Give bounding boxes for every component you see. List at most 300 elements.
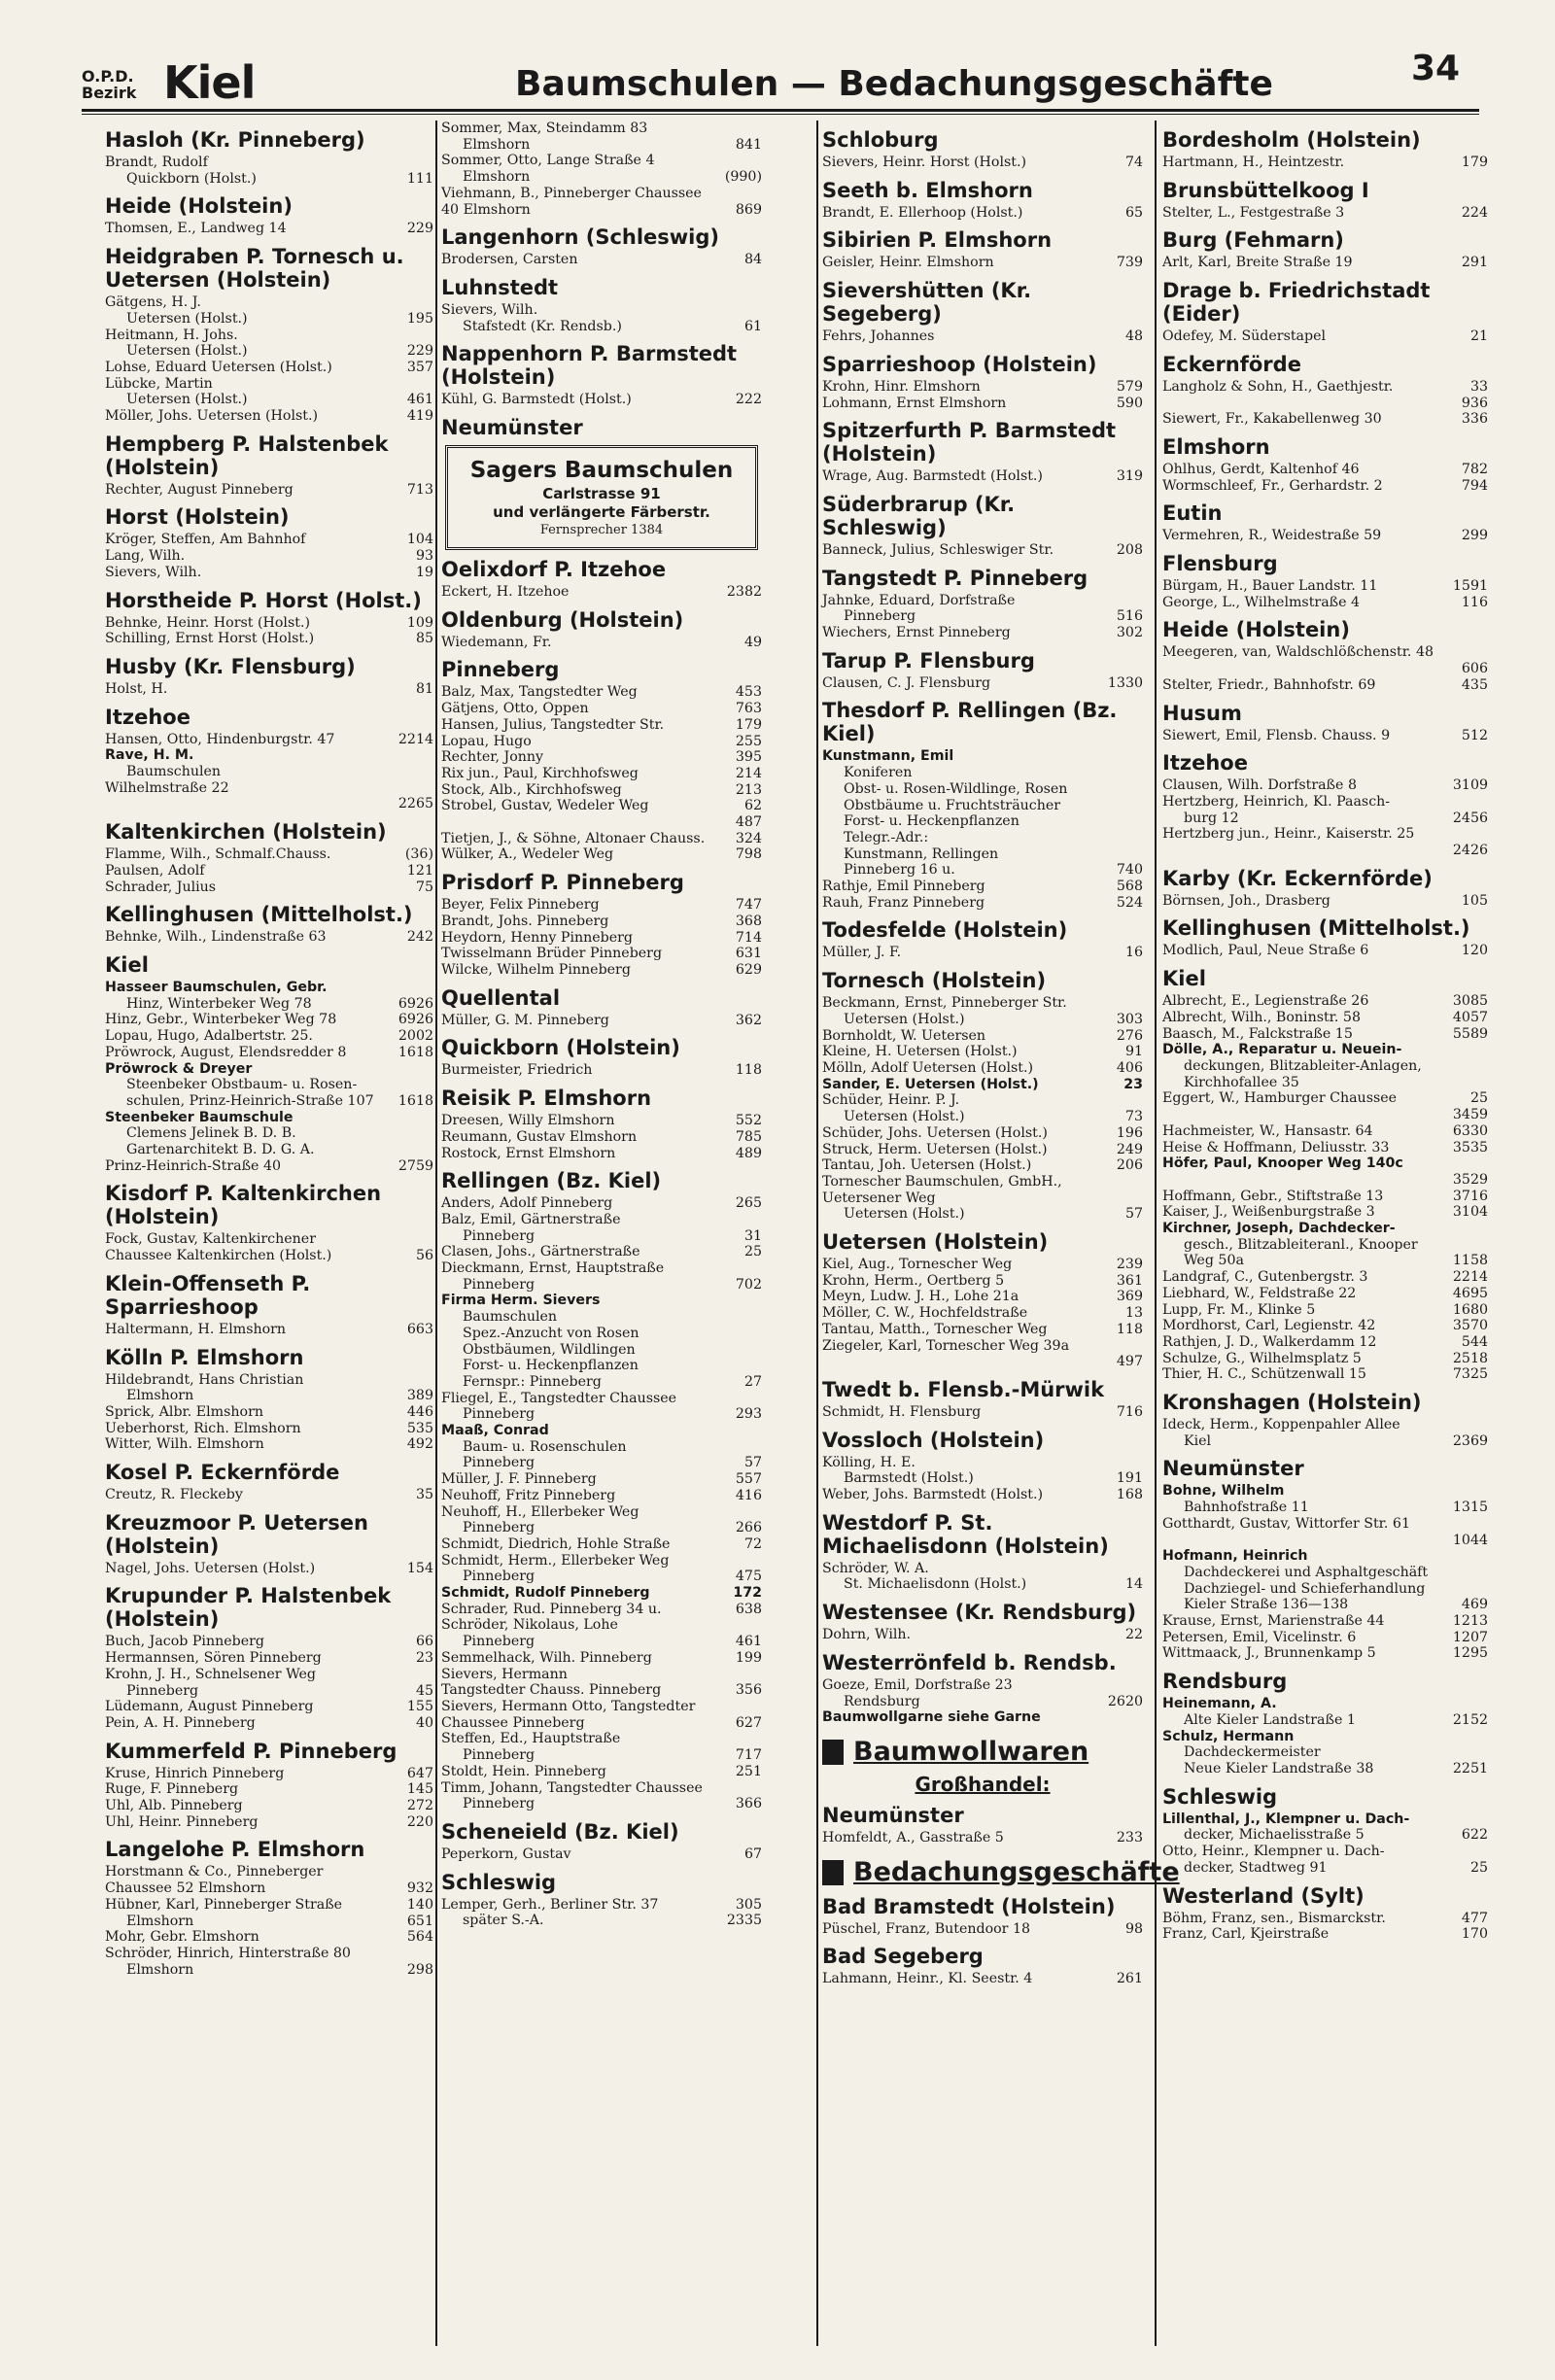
entry-text: Schulz, Hermann xyxy=(1162,1728,1295,1744)
listing-entry xyxy=(105,1322,433,1338)
phone-number: 497 xyxy=(1116,1354,1143,1370)
phone-number: 121 xyxy=(406,862,433,879)
listing-entry xyxy=(441,1423,762,1439)
listing-entry xyxy=(105,1699,433,1715)
listing-entry xyxy=(822,468,1143,485)
entry-text: Schmidt, H. Flensburg xyxy=(822,1403,982,1420)
phone-number: 154 xyxy=(406,1560,433,1576)
phone-number: 568 xyxy=(1116,879,1143,895)
entry-text: Paulsen, Adolf xyxy=(105,862,205,879)
locality-heading: Vossloch (Holstein) xyxy=(822,1428,1045,1452)
listing-entry xyxy=(441,121,762,137)
listing-entry xyxy=(822,255,1143,271)
listing-entry xyxy=(441,1913,762,1929)
advertisement-box xyxy=(445,445,758,550)
listing-entry xyxy=(105,1814,433,1831)
entry-text: Strobel, Gustav, Wedeler Weg xyxy=(441,798,649,814)
entry-text: Hermannsen, Sören Pinneberg xyxy=(105,1650,322,1667)
entry-text: Lang, Wilh. xyxy=(105,548,186,565)
listing-entry xyxy=(822,748,1143,765)
locality-heading: Klein-Offenseth P. Sparrieshoop xyxy=(105,1271,311,1319)
listing-entry xyxy=(441,1129,762,1146)
entry-text: Schrader, Julius xyxy=(105,879,217,895)
entry-text: Sommer, Otto, Lange Straße 4 xyxy=(441,153,655,169)
listing-entry xyxy=(105,548,433,565)
entry-text: Prinz-Heinrich-Straße 40 xyxy=(105,1157,282,1174)
locality-heading: Flensburg xyxy=(1162,552,1278,576)
listing-entry xyxy=(822,1404,1143,1421)
entry-text: Clasen, Johs., Gärtnerstraße xyxy=(441,1244,640,1260)
entry-text: Pinneberg 16 u. xyxy=(844,862,955,879)
entry-text: Lopau, Hugo xyxy=(441,733,532,749)
listing-entry xyxy=(105,1880,433,1897)
entry-text: Obstbäumen, Wildlingen xyxy=(463,1341,636,1358)
listing-entry xyxy=(105,681,433,698)
listing-entry xyxy=(1162,1597,1488,1613)
listing-entry xyxy=(441,1715,762,1732)
phone-number: 419 xyxy=(406,408,433,425)
phone-number: 93 xyxy=(415,548,433,565)
listing-entry xyxy=(441,1731,762,1747)
phone-number: 1618 xyxy=(397,1092,433,1109)
listing-entry xyxy=(822,608,1143,625)
listing-entry xyxy=(441,1617,762,1634)
listing-entry xyxy=(441,169,762,186)
ad-street-2: und verlängerte Färberstr. xyxy=(493,503,710,522)
listing-entry xyxy=(1162,396,1488,412)
entry-text: Pinneberg xyxy=(126,1682,199,1699)
phone-number: 1330 xyxy=(1107,674,1143,691)
phone-number: 239 xyxy=(1116,1257,1143,1273)
listing-entry xyxy=(105,1897,433,1914)
entry-text: Bohne, Wilhelm xyxy=(1162,1483,1285,1500)
listing-entry xyxy=(822,1627,1143,1643)
phone-number: 23 xyxy=(415,1650,433,1667)
listing-entry xyxy=(1162,811,1488,827)
listing-entry xyxy=(1162,1645,1488,1662)
locality-heading: Heide (Holstein) xyxy=(1162,618,1350,642)
listing-entry xyxy=(441,202,762,219)
listing-entry xyxy=(441,1471,762,1488)
phone-number: 564 xyxy=(406,1929,433,1946)
phone-number: 196 xyxy=(1116,1124,1143,1141)
locality-heading: Rendsburg xyxy=(1162,1670,1288,1694)
listing-entry xyxy=(1162,1483,1488,1500)
phone-number: 1044 xyxy=(1452,1532,1488,1548)
entry-text: Kunstmann, Rellingen xyxy=(844,845,999,862)
phone-number: 299 xyxy=(1461,528,1488,544)
phone-number: 552 xyxy=(735,1113,762,1129)
phone-number: 3104 xyxy=(1452,1204,1488,1221)
phone-number: 492 xyxy=(406,1436,433,1453)
phone-number: 702 xyxy=(735,1276,762,1293)
locality-heading: Neumünster xyxy=(1162,1457,1304,1481)
entry-text: Buch, Jacob Pinneberg xyxy=(105,1634,264,1650)
entry-text: Petersen, Emil, Vicelinstr. 6 xyxy=(1162,1629,1357,1645)
locality-heading: Tangstedt P. Pinneberg xyxy=(822,566,1088,590)
entry-text: Uetersen (Holst.) xyxy=(844,1109,965,1125)
phone-number: 305 xyxy=(735,1896,762,1913)
listing-entry xyxy=(822,1305,1143,1322)
listing-entry xyxy=(822,1044,1143,1060)
phone-number: 663 xyxy=(406,1321,433,1337)
entry-text: Sievers, Wilh. xyxy=(441,301,538,318)
listing-entry xyxy=(1162,1911,1488,1927)
listing-entry xyxy=(441,897,762,914)
entry-text: Schmidt, Herm., Ellerbeker Weg xyxy=(441,1552,670,1569)
listing-entry xyxy=(441,1228,762,1245)
locality-heading: Brunsbüttelkoog I xyxy=(1162,178,1369,202)
entry-text: Wülker, A., Wedeler Weg xyxy=(441,846,614,863)
listing-entry xyxy=(1162,1729,1488,1745)
phone-number: 3085 xyxy=(1452,993,1488,1010)
listing-entry xyxy=(822,830,1143,846)
listing-entry xyxy=(441,1326,762,1342)
phone-number: 362 xyxy=(735,1012,762,1028)
listing-entry xyxy=(1162,1286,1488,1302)
entry-text: Firma Herm. Sievers xyxy=(441,1293,601,1309)
entry-text: Wiechers, Ernst Pinneberg xyxy=(822,625,1011,641)
listing-entry xyxy=(105,1061,433,1078)
ad-phone: Fernsprecher 1384 xyxy=(539,523,664,538)
listing-entry xyxy=(822,862,1143,879)
listing-entry xyxy=(822,1273,1143,1290)
listing-entry xyxy=(441,1374,762,1391)
entry-text: Rauh, Franz Pinneberg xyxy=(822,894,985,911)
phone-number: 395 xyxy=(735,749,762,766)
listing-entry xyxy=(822,1028,1143,1045)
locality-heading: Schloburg xyxy=(822,128,939,152)
entry-text: Meegeren, van, Waldschlößchenstr. 48 xyxy=(1162,644,1434,661)
listing-entry xyxy=(822,1012,1143,1028)
listing-entry xyxy=(105,1561,433,1577)
listing-entry xyxy=(441,1406,762,1423)
entry-text: Wilcke, Wilhelm Pinneberg xyxy=(441,961,631,978)
listing-entry xyxy=(441,1747,762,1764)
column-4 xyxy=(1162,121,1488,2356)
entry-text: Schmidt, Diedrich, Hohle Straße xyxy=(441,1535,671,1552)
page-title: Baumschulen — Bedachungsgeschäfte xyxy=(515,64,1273,104)
listing-entry xyxy=(822,1561,1143,1577)
listing-entry xyxy=(1162,728,1488,744)
phone-number: 298 xyxy=(406,1961,433,1978)
listing-entry xyxy=(441,1212,762,1228)
listing-entry xyxy=(1162,528,1488,544)
entry-text: Rathje, Emil Pinneberg xyxy=(822,879,985,895)
listing-entry xyxy=(1162,1140,1488,1156)
listing-entry xyxy=(1162,677,1488,694)
listing-entry xyxy=(105,1077,433,1093)
entry-text: Tantau, Matth., Tornescher Weg xyxy=(822,1321,1048,1337)
entry-text: Dachdeckermeister xyxy=(1184,1744,1321,1761)
entry-text: Böhm, Franz, sen., Bismarckstr. xyxy=(1162,1910,1386,1926)
listing-entry xyxy=(1162,1581,1488,1598)
entry-text: Pinneberg xyxy=(463,1276,536,1293)
entry-text: Maaß, Conrad xyxy=(441,1423,549,1439)
locality-heading: Quickborn (Holstein) xyxy=(441,1036,680,1060)
phone-number: 27 xyxy=(743,1373,762,1390)
locality-heading: Reisik P. Elmshorn xyxy=(441,1087,652,1111)
listing-entry xyxy=(105,880,433,896)
entry-text: Franz, Carl, Kjeirstraße xyxy=(1162,1926,1330,1943)
entry-text: Steffen, Ed., Hauptstraße xyxy=(441,1731,621,1747)
listing-entry xyxy=(441,1846,762,1863)
locality-heading: Prisdorf P. Pinneberg xyxy=(441,871,684,895)
entry-text: Hansen, Otto, Hindenburgstr. 47 xyxy=(105,731,335,747)
phone-number: 266 xyxy=(735,1520,762,1536)
phone-number: 794 xyxy=(1461,477,1488,494)
entry-text: Heise & Hoffmann, Deliusstr. 33 xyxy=(1162,1139,1390,1156)
entry-text: Ueberhorst, Rich. Elmshorn xyxy=(105,1420,301,1436)
phone-number: 208 xyxy=(1116,541,1143,558)
entry-text: Neuhoff, H., Ellerbeker Weg xyxy=(441,1503,639,1520)
locality-heading: Kreuzmoor P. Uetersen (Holstein) xyxy=(105,1510,368,1558)
listing-entry xyxy=(822,765,1143,781)
listing-entry xyxy=(822,1142,1143,1158)
listing-entry xyxy=(441,914,762,930)
phone-number: 557 xyxy=(735,1471,762,1488)
entry-text: Stock, Alb., Kirchhofsweg xyxy=(441,781,622,798)
entry-text: Sievers, Wilh. xyxy=(105,564,202,580)
phone-number: 4057 xyxy=(1452,1009,1488,1025)
listing-entry xyxy=(105,343,433,360)
listing-entry xyxy=(1162,1500,1488,1516)
entry-text: burg 12 xyxy=(1184,810,1239,826)
entry-text: Neue Kieler Landstraße 38 xyxy=(1184,1761,1374,1776)
entry-text: Gartenarchitekt B. D. G. A. xyxy=(126,1142,315,1158)
phone-number: 461 xyxy=(406,392,433,408)
phone-number: 85 xyxy=(415,631,433,647)
listing-entry xyxy=(105,1093,433,1110)
phone-number: 242 xyxy=(406,929,433,946)
locality-heading: Neumünster xyxy=(822,1803,964,1827)
listing-entry xyxy=(1162,411,1488,428)
entry-text: Elmshorn xyxy=(463,169,531,186)
entry-text: Pinneberg xyxy=(463,1520,536,1536)
entry-text: Kruse, Hinrich Pinneberg xyxy=(105,1765,285,1781)
entry-text: Pinneberg xyxy=(463,1747,536,1764)
listing-entry xyxy=(441,814,762,831)
listing-entry xyxy=(105,155,433,171)
phone-number: 84 xyxy=(743,252,762,268)
entry-text: Möller, C. W., Hochfeldstraße xyxy=(822,1305,1028,1322)
listing-entry xyxy=(441,1504,762,1521)
phone-number: 13 xyxy=(1124,1305,1143,1322)
listing-entry xyxy=(105,532,433,548)
city-title: Kiel xyxy=(163,56,256,109)
listing-entry xyxy=(1162,1107,1488,1123)
entry-text: Uetersen (Holst.) xyxy=(844,1011,965,1027)
phone-number: 48 xyxy=(1124,328,1143,345)
entry-text: Elmshorn xyxy=(126,1961,194,1978)
entry-text: Tantau, Joh. Uetersen (Holst.) xyxy=(822,1157,1032,1174)
ad-company-name: Sagers Baumschulen xyxy=(469,458,734,484)
listing-entry xyxy=(1162,1269,1488,1286)
entry-text: Schröder, Hinrich, Hinterstraße 80 xyxy=(105,1946,351,1961)
listing-entry xyxy=(105,929,433,946)
phone-number: 2620 xyxy=(1107,1693,1143,1709)
listing-entry xyxy=(441,1293,762,1309)
entry-text: Neuhoff, Fritz Pinneberg xyxy=(441,1487,616,1503)
entry-text: Arlt, Karl, Breite Straße 19 xyxy=(1162,255,1353,271)
phone-number: 170 xyxy=(1461,1926,1488,1943)
listing-entry xyxy=(105,1028,433,1045)
entry-text: Hansen, Julius, Tangstedter Str. xyxy=(441,716,665,733)
phone-number: 841 xyxy=(735,136,762,153)
listing-entry xyxy=(1162,1366,1488,1383)
locality-heading: Heidgraben P. Tornesch u. Uetersen (Holstein) xyxy=(105,245,404,293)
locality-heading: Kellinghusen (Mittelholst.) xyxy=(1162,916,1470,941)
phone-number: 25 xyxy=(1469,1859,1488,1876)
phone-number: 179 xyxy=(1461,155,1488,170)
listing-entry xyxy=(822,813,1143,830)
phone-number: 579 xyxy=(1116,378,1143,395)
entry-text: Lupp, Fr. M., Klinke 5 xyxy=(1162,1301,1316,1318)
category-title: Bedachungsgeschäfte xyxy=(853,1856,1180,1887)
phone-number: 590 xyxy=(1116,395,1143,411)
entry-text: Ohlhus, Gerdt, Kaltenhof 46 xyxy=(1162,461,1360,477)
phone-number: 356 xyxy=(735,1682,762,1699)
entry-text: Kunstmann, Emil xyxy=(822,748,954,765)
listing-entry xyxy=(1162,644,1488,661)
entry-text: Thier, H. C., Schützenwall 15 xyxy=(1162,1366,1366,1383)
listing-entry xyxy=(441,1796,762,1812)
entry-text: Uhl, Alb. Pinneberg xyxy=(105,1798,243,1814)
listing-entry xyxy=(441,1764,762,1780)
locality-heading: Itzehoe xyxy=(1162,751,1248,776)
entry-text: Siewert, Emil, Flensb. Chauss. 9 xyxy=(1162,727,1391,743)
entry-text: Stoldt, Hein. Pinneberg xyxy=(441,1763,606,1779)
entry-text: Tornescher Baumschulen, GmbH., xyxy=(822,1173,1062,1190)
phone-number: 291 xyxy=(1461,255,1488,271)
listing-entry xyxy=(822,1455,1143,1471)
listing-entry xyxy=(822,542,1143,559)
entry-text: Weg 50a xyxy=(1184,1253,1244,1269)
phone-number: 57 xyxy=(1124,1206,1143,1223)
phone-number: 1295 xyxy=(1452,1645,1488,1662)
entry-text: Peperkorn, Gustav xyxy=(441,1845,571,1862)
locality-heading: Kisdorf P. Kaltenkirchen (Holstein) xyxy=(105,1182,382,1229)
entry-text: Nagel, Johs. Uetersen (Holst.) xyxy=(105,1560,316,1576)
entry-text: Schröder, W. A. xyxy=(822,1560,929,1576)
column-3 xyxy=(822,121,1180,2356)
entry-text: Chaussee Kaltenkirchen (Holst.) xyxy=(105,1248,332,1264)
listing-entry xyxy=(822,328,1143,345)
phone-number: 33 xyxy=(1469,378,1488,395)
entry-text: Rathjen, J. D., Walkerdamm 12 xyxy=(1162,1333,1377,1350)
phone-number: 213 xyxy=(735,781,762,798)
locality-heading: Nappenhorn P. Barmstedt (Holstein) xyxy=(441,342,738,390)
phone-number: (990) xyxy=(724,169,762,186)
entry-text: Sander, E. Uetersen (Holst.) xyxy=(822,1076,1039,1092)
locality-heading: Westdorf P. St. Michaelisdonn (Holstein) xyxy=(822,1510,1109,1558)
listing-entry xyxy=(822,625,1143,641)
entry-text: Heitmann, H. Johs. xyxy=(105,327,238,343)
listing-entry xyxy=(105,846,433,863)
listing-entry xyxy=(441,584,762,601)
entry-text: Brodersen, Carsten xyxy=(441,252,578,268)
phone-number: 475 xyxy=(735,1569,762,1585)
phone-number: 14 xyxy=(1124,1576,1143,1593)
entry-text: Schüder, Heinr. P. J. xyxy=(822,1092,960,1109)
entry-text: Ruge, F. Pinneberg xyxy=(105,1781,239,1798)
listing-entry xyxy=(105,980,433,996)
entry-text: Horstmann & Co., Pinneberger xyxy=(105,1864,324,1880)
phone-number: 1315 xyxy=(1452,1500,1488,1516)
listing-entry xyxy=(441,1488,762,1504)
listing-entry xyxy=(1162,1189,1488,1205)
phone-number: 798 xyxy=(735,846,762,863)
phone-number: 233 xyxy=(1116,1829,1143,1845)
phone-number: 740 xyxy=(1116,862,1143,879)
phone-number: 57 xyxy=(743,1455,762,1471)
entry-text: Kölling, H. E. xyxy=(822,1454,916,1470)
entry-text: Uhl, Heinr. Pinneberg xyxy=(105,1813,259,1830)
locality-heading: Bordesholm (Holstein) xyxy=(1162,128,1421,152)
phone-number: 16 xyxy=(1124,945,1143,961)
phone-number: 366 xyxy=(735,1796,762,1812)
locality-heading: Kiel xyxy=(105,952,149,977)
entry-text: Banneck, Julius, Schleswiger Str. xyxy=(822,541,1054,558)
locality-heading: Itzehoe xyxy=(105,705,190,729)
entry-text: Heydorn, Henny Pinneberg xyxy=(441,929,634,946)
phone-number: 255 xyxy=(735,733,762,749)
entry-text: Dachziegel- und Schieferhandlung xyxy=(1184,1580,1426,1597)
entry-text: Homfeldt, A., Gasstraße 5 xyxy=(822,1829,1004,1845)
listing-entry xyxy=(1162,1744,1488,1761)
phone-number: 168 xyxy=(1116,1487,1143,1503)
listing-entry xyxy=(822,1109,1143,1125)
locality-heading: Elmshorn xyxy=(1162,434,1270,459)
entry-text: Albrecht, E., Legienstraße 26 xyxy=(1162,993,1369,1010)
entry-text: Eggert, W., Hamburger Chaussee xyxy=(1162,1090,1398,1107)
listing-entry xyxy=(105,392,433,408)
entry-text: Pein, A. H. Pinneberg xyxy=(105,1714,256,1731)
locality-heading: Heide (Holstein) xyxy=(105,194,293,219)
listing-entry xyxy=(105,1914,433,1930)
entry-text: Holst, H. xyxy=(105,680,168,697)
column-divider xyxy=(435,121,437,2346)
phone-number: 782 xyxy=(1461,461,1488,477)
entry-text: Witter, Wilh. Elmshorn xyxy=(105,1436,264,1453)
entry-text: Quickborn (Holst.) xyxy=(126,170,257,187)
locality-heading: Schleswig xyxy=(441,1870,557,1894)
column-divider xyxy=(816,121,818,2346)
listing-entry xyxy=(105,1487,433,1503)
entry-text: Tietjen, J., & Söhne, Altonaer Chauss. xyxy=(441,830,706,846)
listing-entry xyxy=(1162,1026,1488,1043)
locality-heading: Westerrönfeld b. Rendsb. xyxy=(822,1650,1117,1674)
phone-number: 2214 xyxy=(397,731,433,747)
entry-text: Balz, Max, Tangstedter Weg xyxy=(441,684,638,701)
listing-entry xyxy=(822,1921,1143,1938)
entry-text: Elmshorn xyxy=(463,136,531,153)
phone-number: 251 xyxy=(735,1763,762,1779)
entry-text: Lohse, Eduard Uetersen (Holst.) xyxy=(105,359,332,375)
entry-text: Schilling, Ernst Horst (Holst.) xyxy=(105,631,315,647)
listing-entry xyxy=(1162,661,1488,677)
locality-heading: Kummerfeld P. Pinneberg xyxy=(105,1739,397,1763)
locality-heading: Quellental xyxy=(441,985,561,1010)
entry-text: Fernspr.: Pinneberg xyxy=(463,1373,602,1390)
entry-text: Eckert, H. Itzehoe xyxy=(441,584,570,601)
locality-heading: Hasloh (Kr. Pinneberg) xyxy=(105,128,365,152)
phone-number: 535 xyxy=(406,1420,433,1436)
listing-entry xyxy=(105,1634,433,1650)
phone-number: 67 xyxy=(743,1845,762,1862)
locality-heading: Seeth b. Elmshorn xyxy=(822,178,1033,202)
phone-number: 368 xyxy=(735,913,762,929)
